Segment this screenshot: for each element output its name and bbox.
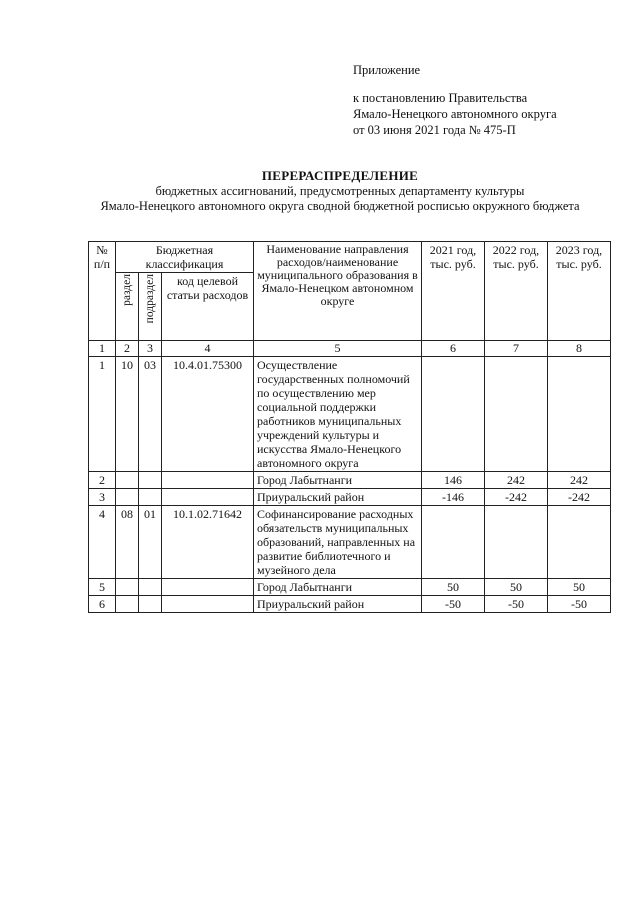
row-2021: -50 — [422, 596, 485, 613]
row-section — [116, 489, 139, 506]
row-2021 — [422, 357, 485, 472]
row-code — [162, 472, 254, 489]
row-2022 — [485, 506, 548, 579]
header-section — [116, 273, 139, 341]
header-2022: 2022 год, тыс. руб. — [485, 242, 548, 341]
row-subsection — [139, 579, 162, 596]
row-name: Приуральский район — [254, 489, 422, 506]
index-row — [89, 341, 611, 357]
table-row — [89, 472, 611, 489]
row-name: Осуществление государственных полномочий по осуществлению мер социальной поддержки работников муниципальных учреждений культуры и искусства Ямало-Ненецкого автономного округа — [254, 357, 422, 472]
appendix-title: Приложение — [353, 63, 421, 77]
index-cell: 8 — [548, 341, 611, 357]
header-row-1 — [89, 242, 611, 273]
table-row — [89, 506, 611, 579]
row-section — [116, 596, 139, 613]
appendix-line-3: от 03 июня 2021 года № 475-П — [353, 123, 516, 137]
row-section — [116, 579, 139, 596]
row-subsection — [139, 489, 162, 506]
row-code: 10.1.02.71642 — [162, 506, 254, 579]
row-subsection — [139, 472, 162, 489]
row-2021: 146 — [422, 472, 485, 489]
index-cell: 5 — [254, 341, 422, 357]
row-2021: 50 — [422, 579, 485, 596]
table-row — [89, 489, 611, 506]
row-name: Приуральский район — [254, 596, 422, 613]
header-subsection-label: подраздел — [144, 274, 156, 324]
header-2021: 2021 год, тыс. руб. — [422, 242, 485, 341]
row-subsection: 03 — [139, 357, 162, 472]
row-2021: -146 — [422, 489, 485, 506]
row-2021 — [422, 506, 485, 579]
budget-table — [88, 241, 611, 613]
index-cell: 1 — [89, 341, 116, 357]
row-num: 3 — [89, 489, 116, 506]
index-cell: 2 — [116, 341, 139, 357]
row-2023 — [548, 506, 611, 579]
row-2022: 242 — [485, 472, 548, 489]
table-row — [89, 357, 611, 472]
row-2022 — [485, 357, 548, 472]
row-num: 6 — [89, 596, 116, 613]
table-row — [89, 596, 611, 613]
row-2023: 50 — [548, 579, 611, 596]
appendix-line-2: Ямало-Ненецкого автономного округа — [353, 107, 557, 121]
row-section — [116, 472, 139, 489]
appendix-line-1: к постановлению Правительства — [353, 91, 528, 105]
row-num: 1 — [89, 357, 116, 472]
row-2022: 50 — [485, 579, 548, 596]
row-subsection: 01 — [139, 506, 162, 579]
document-heading — [40, 0, 640, 214]
document-subtitle-1: бюджетных ассигнований, предусмотренных департаменту культуры — [155, 184, 525, 198]
row-num: 4 — [89, 506, 116, 579]
header-name: Наименование направления расходов/наименование муниципального образования в Ямало-Ненецком автономном округе — [254, 242, 422, 341]
row-num: 5 — [89, 579, 116, 596]
document-subtitle-2: Ямало-Ненецкого автономного округа сводной бюджетной росписью окружного бюджета — [100, 199, 580, 213]
row-2023: -242 — [548, 489, 611, 506]
header-section-label: раздел — [121, 274, 133, 306]
row-name: Софинансирование расходных обязательств муниципальных образований, направленных на развитие библиотечного и музейного дела — [254, 506, 422, 579]
row-2023: 242 — [548, 472, 611, 489]
document-title: ПЕРЕРАСПРЕДЕЛЕНИЕ — [261, 168, 419, 183]
table-row — [89, 579, 611, 596]
row-code: 10.4.01.75300 — [162, 357, 254, 472]
row-section: 10 — [116, 357, 139, 472]
row-code — [162, 489, 254, 506]
row-num: 2 — [89, 472, 116, 489]
row-2022: -50 — [485, 596, 548, 613]
header-2023: 2023 год, тыс. руб. — [548, 242, 611, 341]
header-classification: Бюджетная классификация — [116, 242, 254, 273]
row-code — [162, 596, 254, 613]
row-name: Город Лабытнанги — [254, 579, 422, 596]
row-2022: -242 — [485, 489, 548, 506]
header-subsection — [139, 273, 162, 341]
header-num: № п/п — [89, 242, 116, 341]
row-name: Город Лабытнанги — [254, 472, 422, 489]
row-2023 — [548, 357, 611, 472]
index-cell: 7 — [485, 341, 548, 357]
index-cell: 3 — [139, 341, 162, 357]
header-code: код целевой статьи расходов — [162, 273, 254, 341]
index-cell: 6 — [422, 341, 485, 357]
row-subsection — [139, 596, 162, 613]
index-cell: 4 — [162, 341, 254, 357]
row-section: 08 — [116, 506, 139, 579]
row-2023: -50 — [548, 596, 611, 613]
row-code — [162, 579, 254, 596]
